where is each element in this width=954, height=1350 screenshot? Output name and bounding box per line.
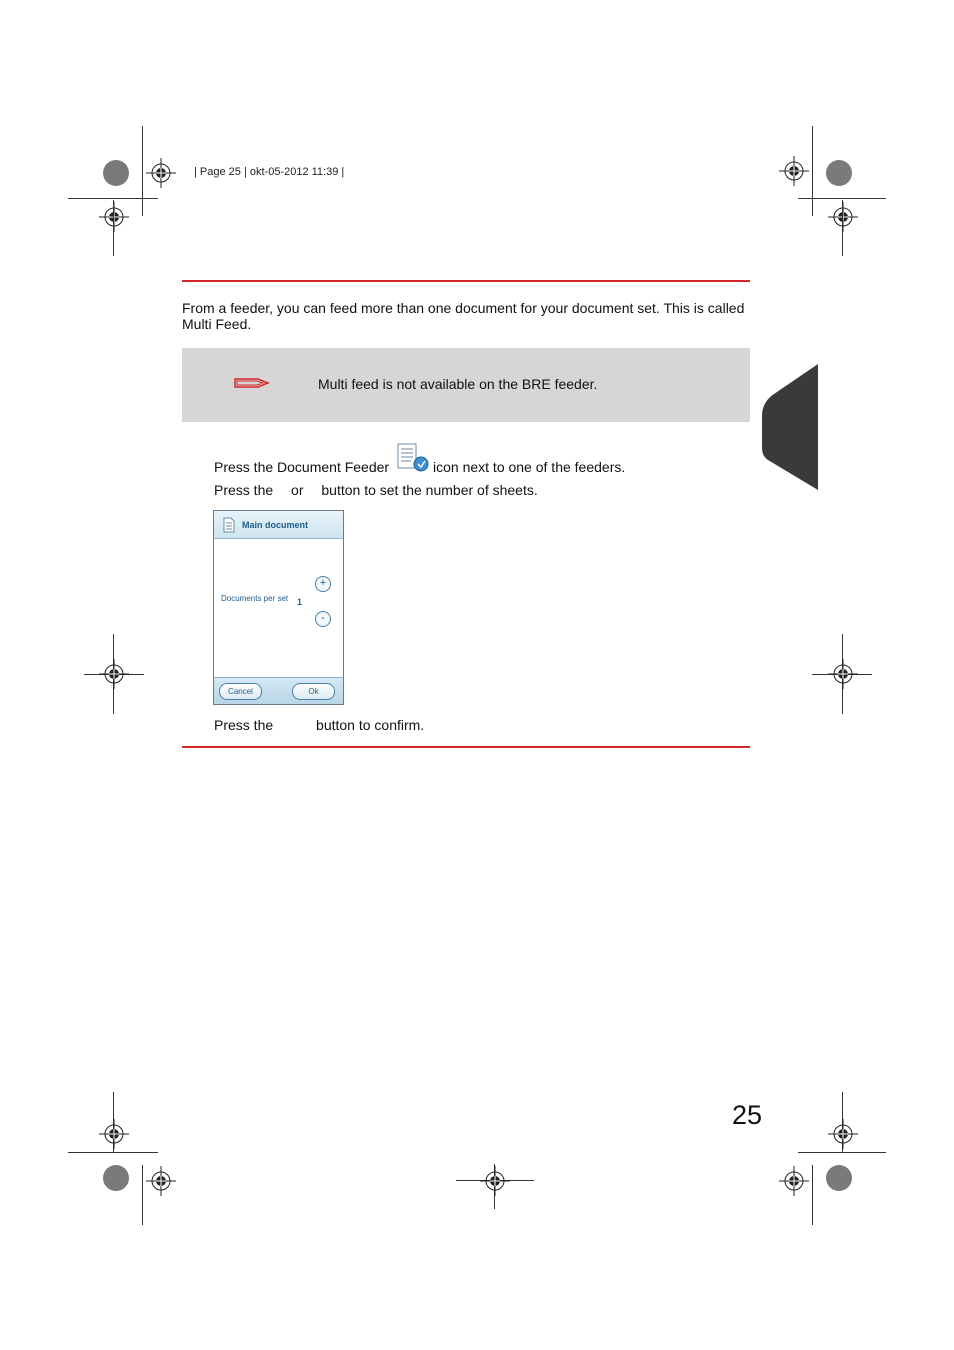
section-top-rule: [182, 280, 750, 282]
registration-dot: [103, 160, 129, 186]
device-screen: [213, 510, 344, 705]
crop-line: [142, 1165, 143, 1225]
chapter-side-tab: [762, 364, 820, 490]
crop-line: [812, 126, 813, 216]
crop-line: [113, 200, 114, 256]
crosshair-icon: [146, 158, 176, 188]
note-text: Multi feed is not available on the BRE feeder.: [318, 376, 598, 392]
document-feeder-icon: [397, 443, 431, 473]
crosshair-icon: [779, 156, 809, 186]
step-1: [214, 459, 389, 475]
ok-button[interactable]: Ok: [292, 683, 335, 700]
step-3-text-b: button to confirm.: [316, 717, 425, 733]
crosshair-icon: [828, 1119, 858, 1149]
plus-button[interactable]: +: [315, 576, 331, 592]
document-icon: [223, 517, 235, 533]
print-header: | Page 25 | okt-05-2012 11:39 |: [194, 166, 345, 178]
step-1-text-after: icon next to one of the feeders.: [433, 459, 626, 475]
page-number: 25: [732, 1100, 763, 1130]
crosshair-icon: [480, 1166, 510, 1196]
step-2: [214, 482, 538, 498]
crosshair-icon: [779, 1166, 809, 1196]
crosshair-icon: [99, 659, 129, 689]
registration-dot: [103, 1165, 129, 1191]
screen-title: Main document: [242, 520, 309, 530]
note-box: [182, 348, 750, 422]
crosshair-icon: [99, 1119, 129, 1149]
step-3: [214, 717, 424, 733]
crop-line: [142, 126, 143, 216]
screen-footer: [214, 677, 343, 704]
documents-per-set-value: 1: [297, 597, 303, 607]
minus-button[interactable]: -: [315, 611, 331, 627]
crop-line: [842, 200, 843, 256]
step-2-text-b: or: [291, 482, 304, 498]
crop-line: [68, 198, 158, 199]
registration-dot: [826, 1165, 852, 1191]
crosshair-icon: [146, 1166, 176, 1196]
step-2-text-c: button to set the number of sheets.: [321, 482, 538, 498]
crop-line: [798, 1152, 886, 1153]
registration-dot: [826, 160, 852, 186]
crosshair-icon: [828, 659, 858, 689]
crosshair-icon: [828, 202, 858, 232]
step-2-text-a: Press the: [214, 482, 274, 498]
screen-header: [214, 511, 343, 539]
step-3-text-a: Press the: [214, 717, 274, 733]
crop-line: [812, 1165, 813, 1225]
documents-per-set-label: Documents per set: [221, 594, 289, 603]
intro-paragraph: From a feeder, you can feed more than one document for your document set. This is called Multi Feed.: [182, 300, 745, 332]
cancel-button[interactable]: Cancel: [219, 683, 262, 700]
crosshair-icon: [99, 202, 129, 232]
step-1-text-before: Press the Document Feeder: [214, 459, 390, 475]
crop-line: [798, 198, 886, 199]
section-bottom-rule: [182, 746, 750, 748]
pointer-arrow-icon: [234, 375, 270, 391]
crop-line: [68, 1152, 158, 1153]
step-1-continued: [433, 459, 625, 475]
